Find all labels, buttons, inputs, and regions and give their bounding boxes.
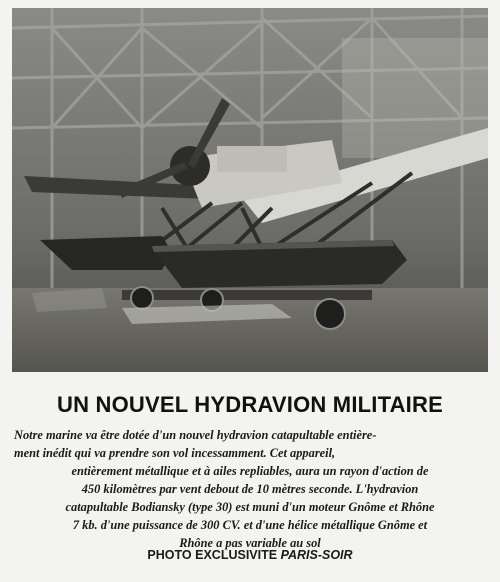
caption-line: entièrement métallique et à ailes repliables, aura un rayon d'action de xyxy=(71,464,429,478)
caption-line: Rhône a pas variable au sol xyxy=(179,536,321,550)
caption-line: 7 kb. d'une puissance de 300 CV. et d'une hélice métallique Gnôme et xyxy=(72,518,428,532)
seaplane-photo-illustration xyxy=(12,8,488,372)
caption xyxy=(14,426,486,552)
seaplane-photo xyxy=(12,8,488,372)
caption-line: Notre marine va être dotée d'un nouvel hydravion catapultable entière- xyxy=(14,428,377,442)
caption-line: catapultable Bodiansky (type 30) est muni d'un moteur Gnôme et Rhône xyxy=(65,500,435,514)
caption-line: 450 kilomètres par vent debout de 10 mètres seconde. L'hydravion xyxy=(81,482,419,496)
credit-prefix: PHOTO EXCLUSIVITE xyxy=(147,548,278,562)
credit-brand: PARIS-SOIR xyxy=(280,548,353,562)
caption-line: ment inédit qui va prendre son vol incessamment. Cet appareil, xyxy=(14,446,336,460)
headline: UN NOUVEL HYDRAVION MILITAIRE xyxy=(57,392,443,417)
photo-credit xyxy=(0,548,500,562)
